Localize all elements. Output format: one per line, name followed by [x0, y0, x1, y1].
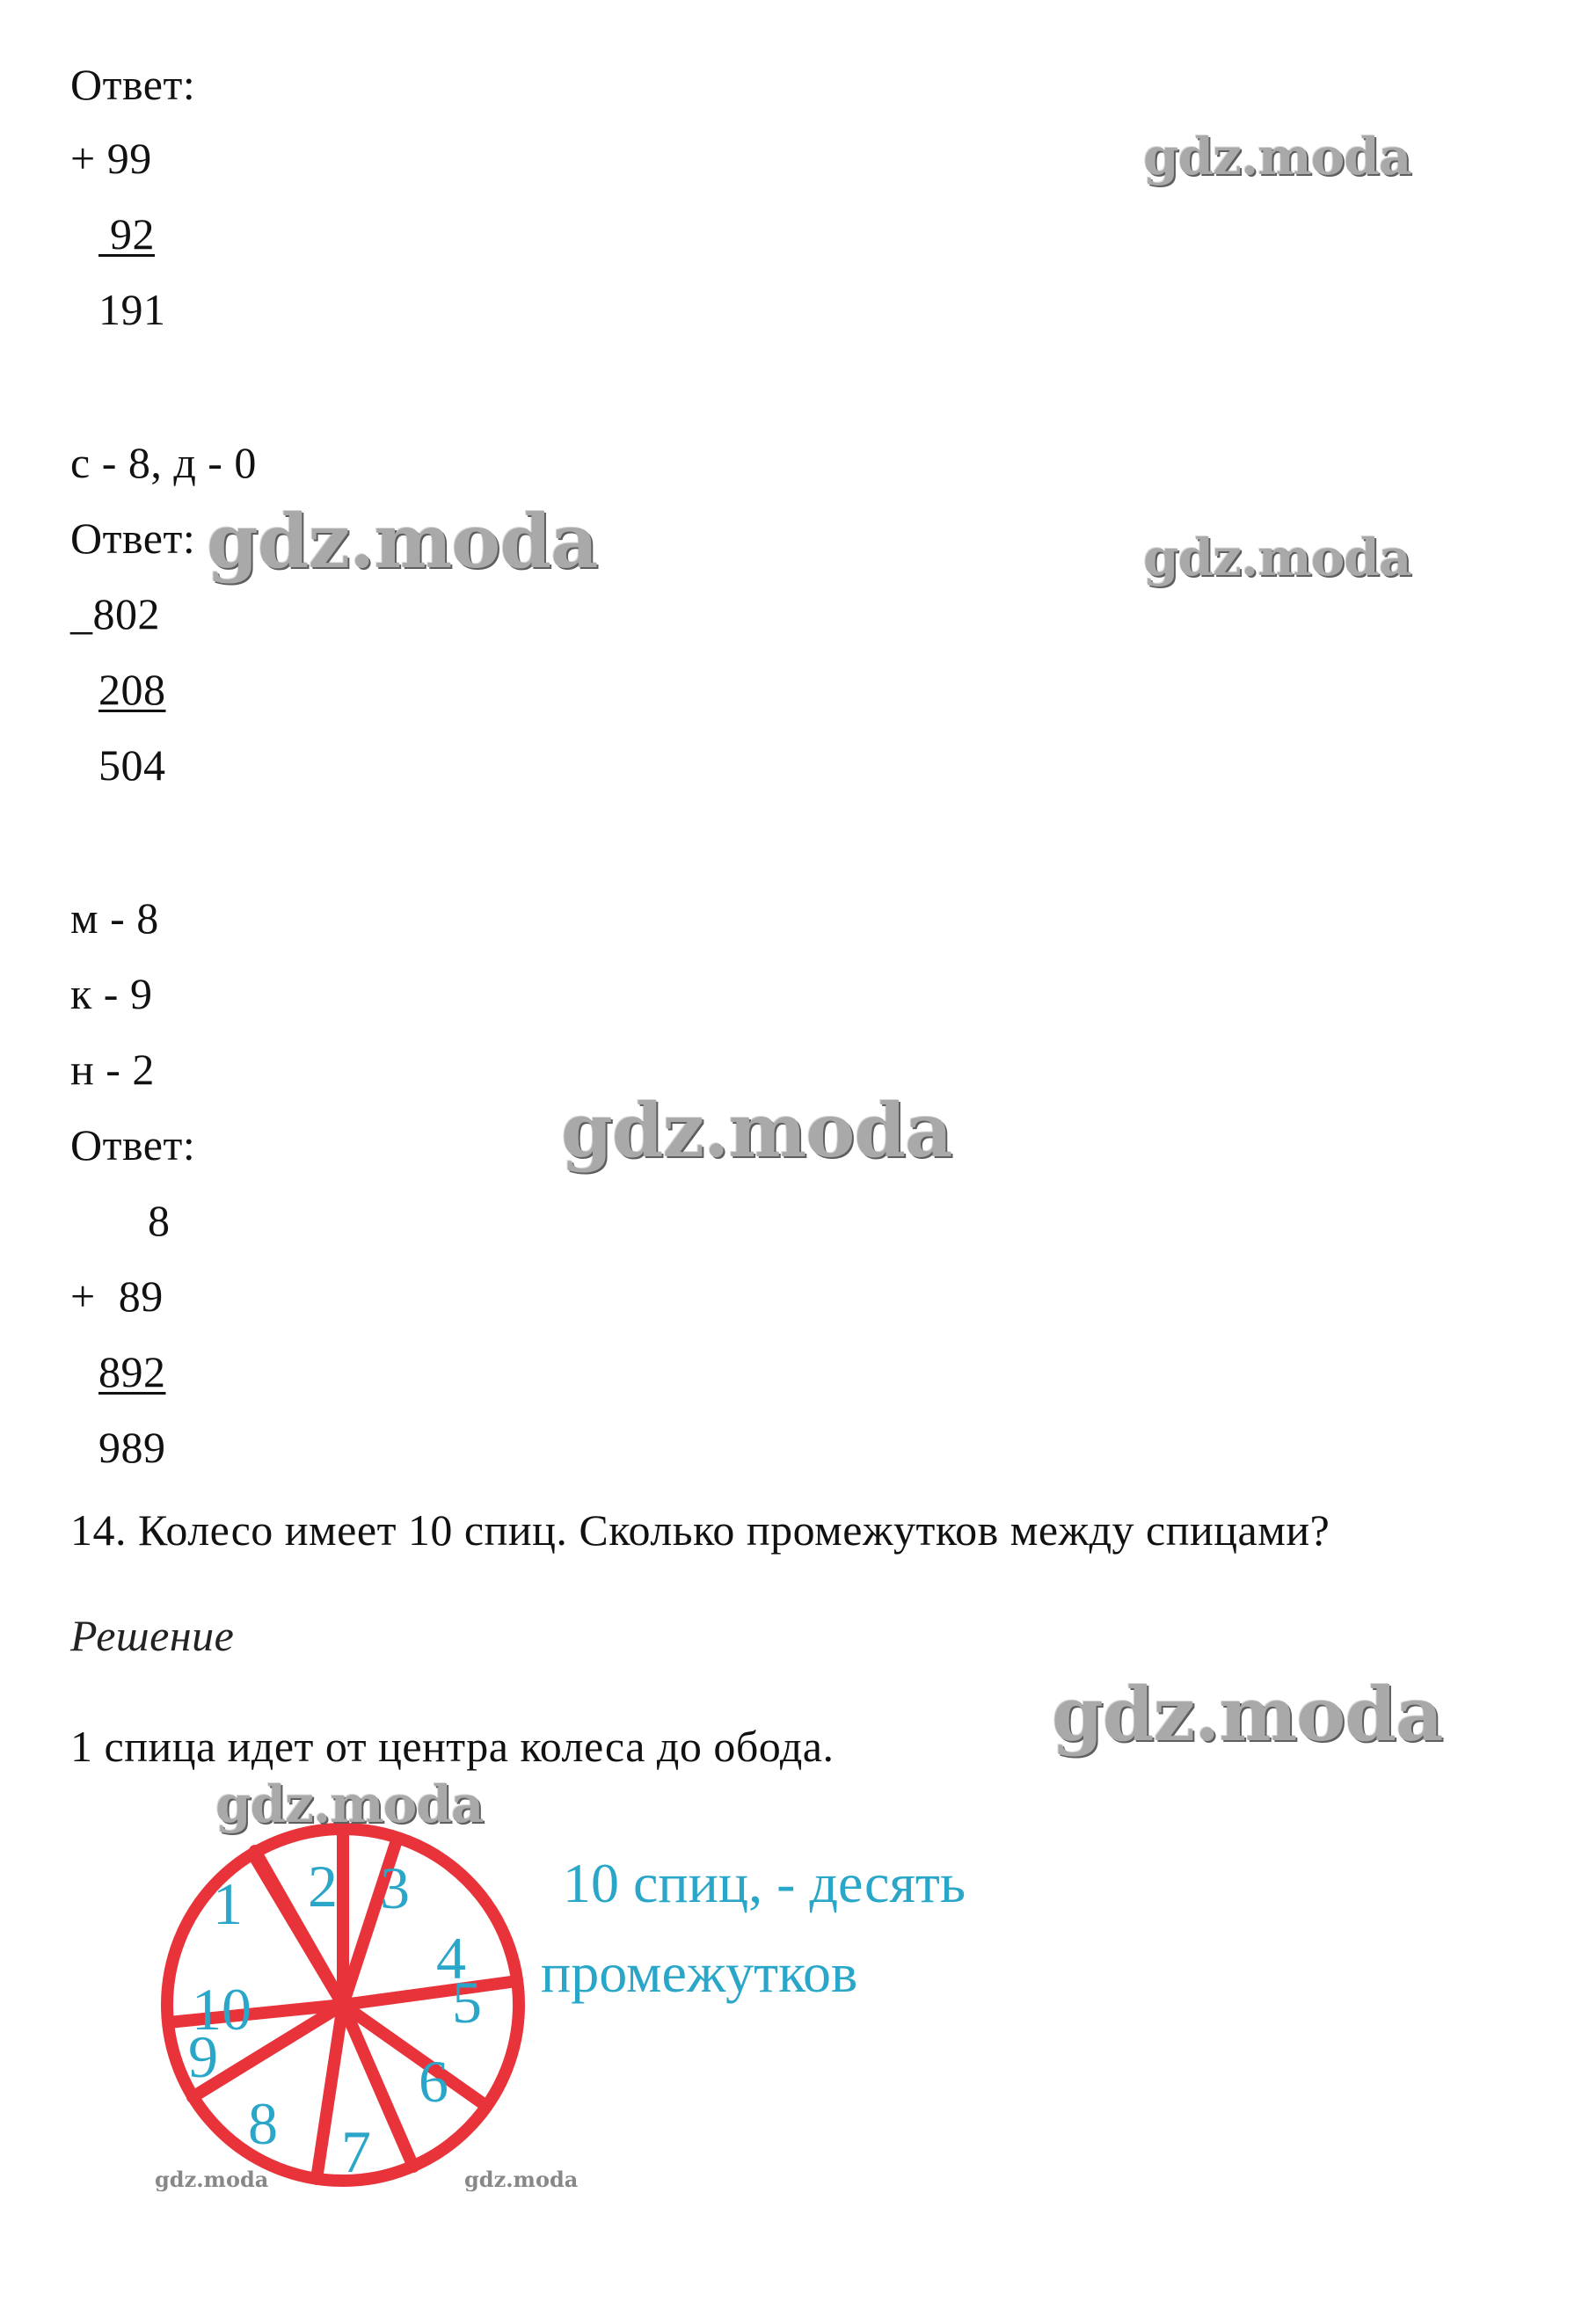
solution-statement: 1 спица идет от центра колеса до обода. — [70, 1722, 835, 1771]
addend-2: 89 — [118, 1271, 164, 1321]
plus-operator: + — [70, 134, 96, 183]
wheel-figure — [149, 1811, 536, 2198]
addend-3: 892 — [98, 1347, 166, 1396]
watermark: gdz.moda — [464, 2167, 579, 2192]
spoke-number: 4 — [436, 1925, 466, 1992]
spoke-number: 5 — [452, 1969, 482, 2036]
spoke-number: 6 — [419, 2048, 448, 2115]
var-m: м - 8 — [70, 893, 159, 943]
answer-label: Ответ: — [70, 60, 196, 109]
difference-result: 504 — [98, 740, 166, 790]
spoke-number: 9 — [188, 2023, 218, 2090]
minus-operator: _ — [70, 589, 93, 638]
plus-operator: + — [70, 1271, 96, 1321]
values-line: с - 8, д - 0 — [70, 438, 257, 487]
answer-label: Ответ: — [70, 1120, 196, 1169]
answer-label: Ответ: — [70, 514, 196, 563]
spoke-number: 10 — [192, 1976, 251, 2043]
addend-1: 8 — [148, 1196, 171, 1245]
var-k: к - 9 — [70, 969, 153, 1018]
task-question: 14. Колесо имеет 10 спиц. Сколько промежутков между спицами? — [70, 1505, 1330, 1555]
watermark: gdz.moda — [561, 1087, 952, 1174]
minuend: 802 — [92, 589, 160, 638]
subtrahend: 208 — [98, 665, 166, 714]
figure-caption-line-2: промежутков — [541, 1942, 858, 2004]
spoke — [317, 2005, 343, 2179]
spoke-number: 2 — [308, 1853, 338, 1920]
var-n: н - 2 — [70, 1045, 155, 1094]
spoke-number: 8 — [248, 2090, 278, 2157]
addition-row-2 — [70, 1270, 164, 1322]
sum-result: 191 — [98, 285, 166, 334]
watermark: gdz.moda — [1143, 528, 1411, 587]
subtraction-row-1 — [70, 587, 160, 640]
watermark: gdz.moda — [155, 2167, 269, 2192]
solution-label: Решение — [70, 1611, 235, 1660]
addend-2: 92 — [110, 209, 155, 259]
sum-result: 989 — [98, 1423, 166, 1472]
addition-row-1 — [70, 132, 152, 185]
spoke-number: 7 — [341, 2118, 371, 2185]
watermark: gdz.moda — [207, 498, 598, 585]
watermark: gdz.moda — [1143, 127, 1411, 186]
spoke — [343, 1981, 517, 2005]
figure-caption-line-1: 10 спиц, - десять — [563, 1852, 966, 1914]
spoke-number: 1 — [213, 1870, 243, 1937]
spoke-number: 3 — [380, 1854, 410, 1921]
addend-1: 99 — [106, 134, 152, 183]
watermark: gdz.moda — [1052, 1671, 1443, 1758]
watermark: gdz.moda — [215, 1774, 484, 1834]
